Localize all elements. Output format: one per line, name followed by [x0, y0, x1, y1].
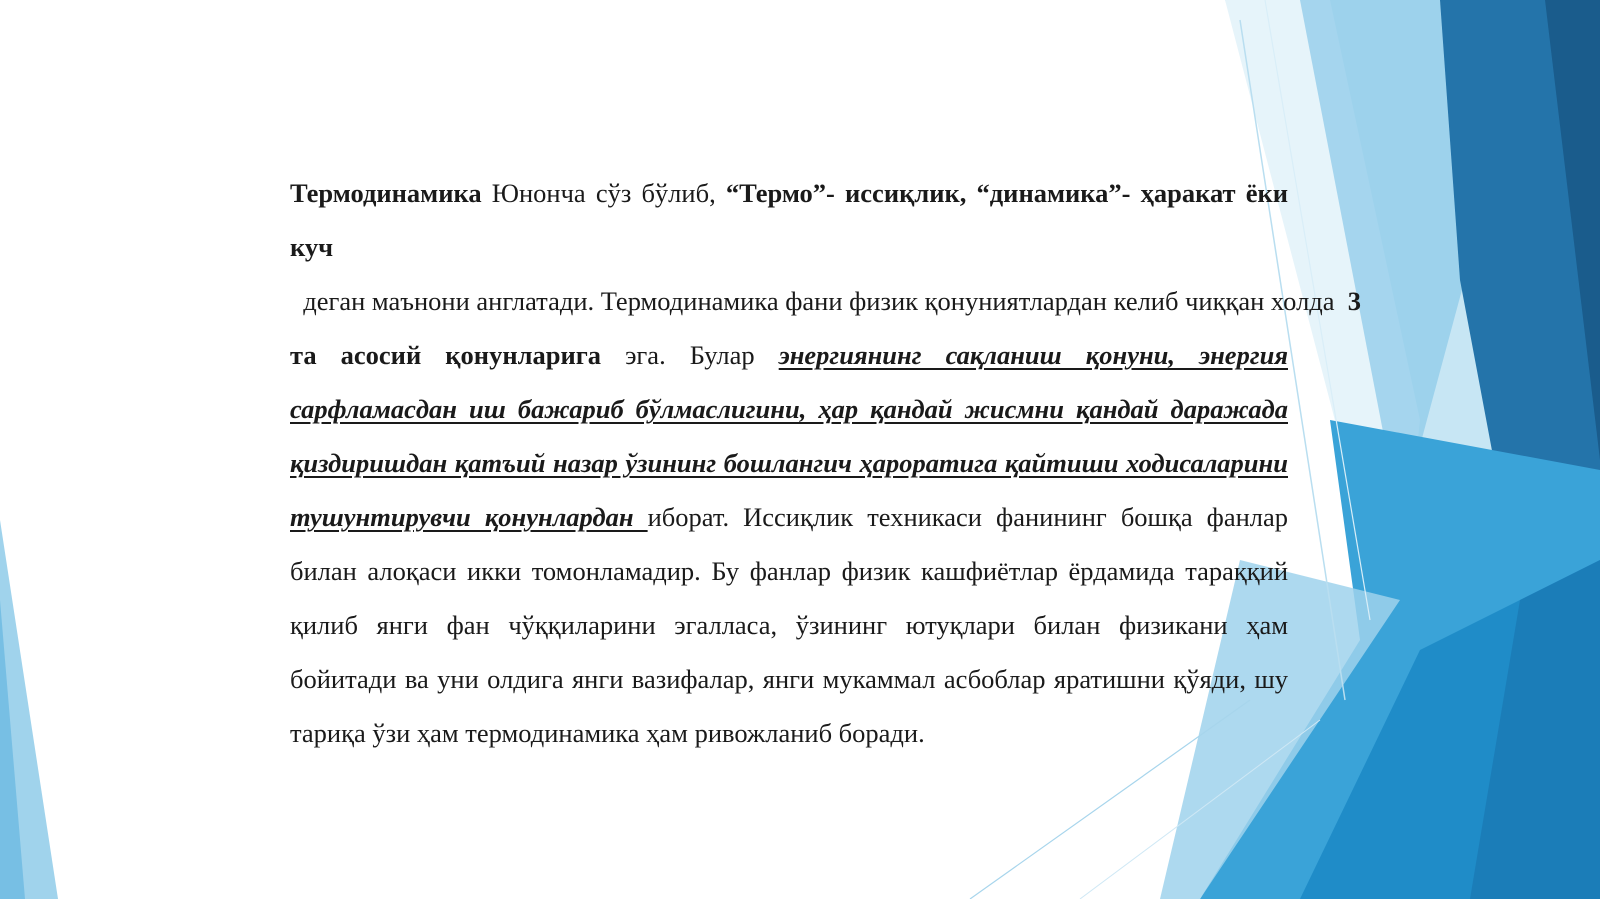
text-segment: иборат. Иссиқлик техникаси фанининг бошқа фанлар билан алоқаси икки томонламадир. Бу фанлар физик кашфиётлар ёрдамида тараққий қилиб янги фан чўққиларини эгалласа, ўзининг ютуқлари билан физикани ҳам бойитади ва уни олдига янги вазифалар, янги мукаммал асбоблар яратишни қўяди, шу тариқа ўзи ҳам термодинамика ҳам ривожланиб боради. — [290, 502, 1288, 748]
laws-description: энергиянинг сақланиш қонуни, энергия сарфламасдан иш бажариб бўлмаслигини, ҳар қандай жисмни қандай даражада қиздиришдан қатъий назар ўзининг бошлангич ҳароратига қайтиши ходисаларини тушунтирувчи қонунлардан — [290, 340, 1288, 532]
etymology-bold: “Термо”- иссиқлик, “динамика”- ҳаракат ёки куч — [290, 178, 1289, 262]
term-thermodynamics: Термодинамика — [290, 178, 482, 208]
body-paragraph — [290, 166, 1362, 760]
text-segment: деган маънони англатади. Термодинамика фани физик қонуниятлардан келиб чиққан холда — [290, 286, 1348, 316]
laws-count-bold: 3 та асосий қонунларига — [290, 286, 1362, 370]
text-segment: Юнонча сўз бўлиб, — [481, 178, 726, 208]
text-segment: эга. Булар — [601, 340, 779, 370]
